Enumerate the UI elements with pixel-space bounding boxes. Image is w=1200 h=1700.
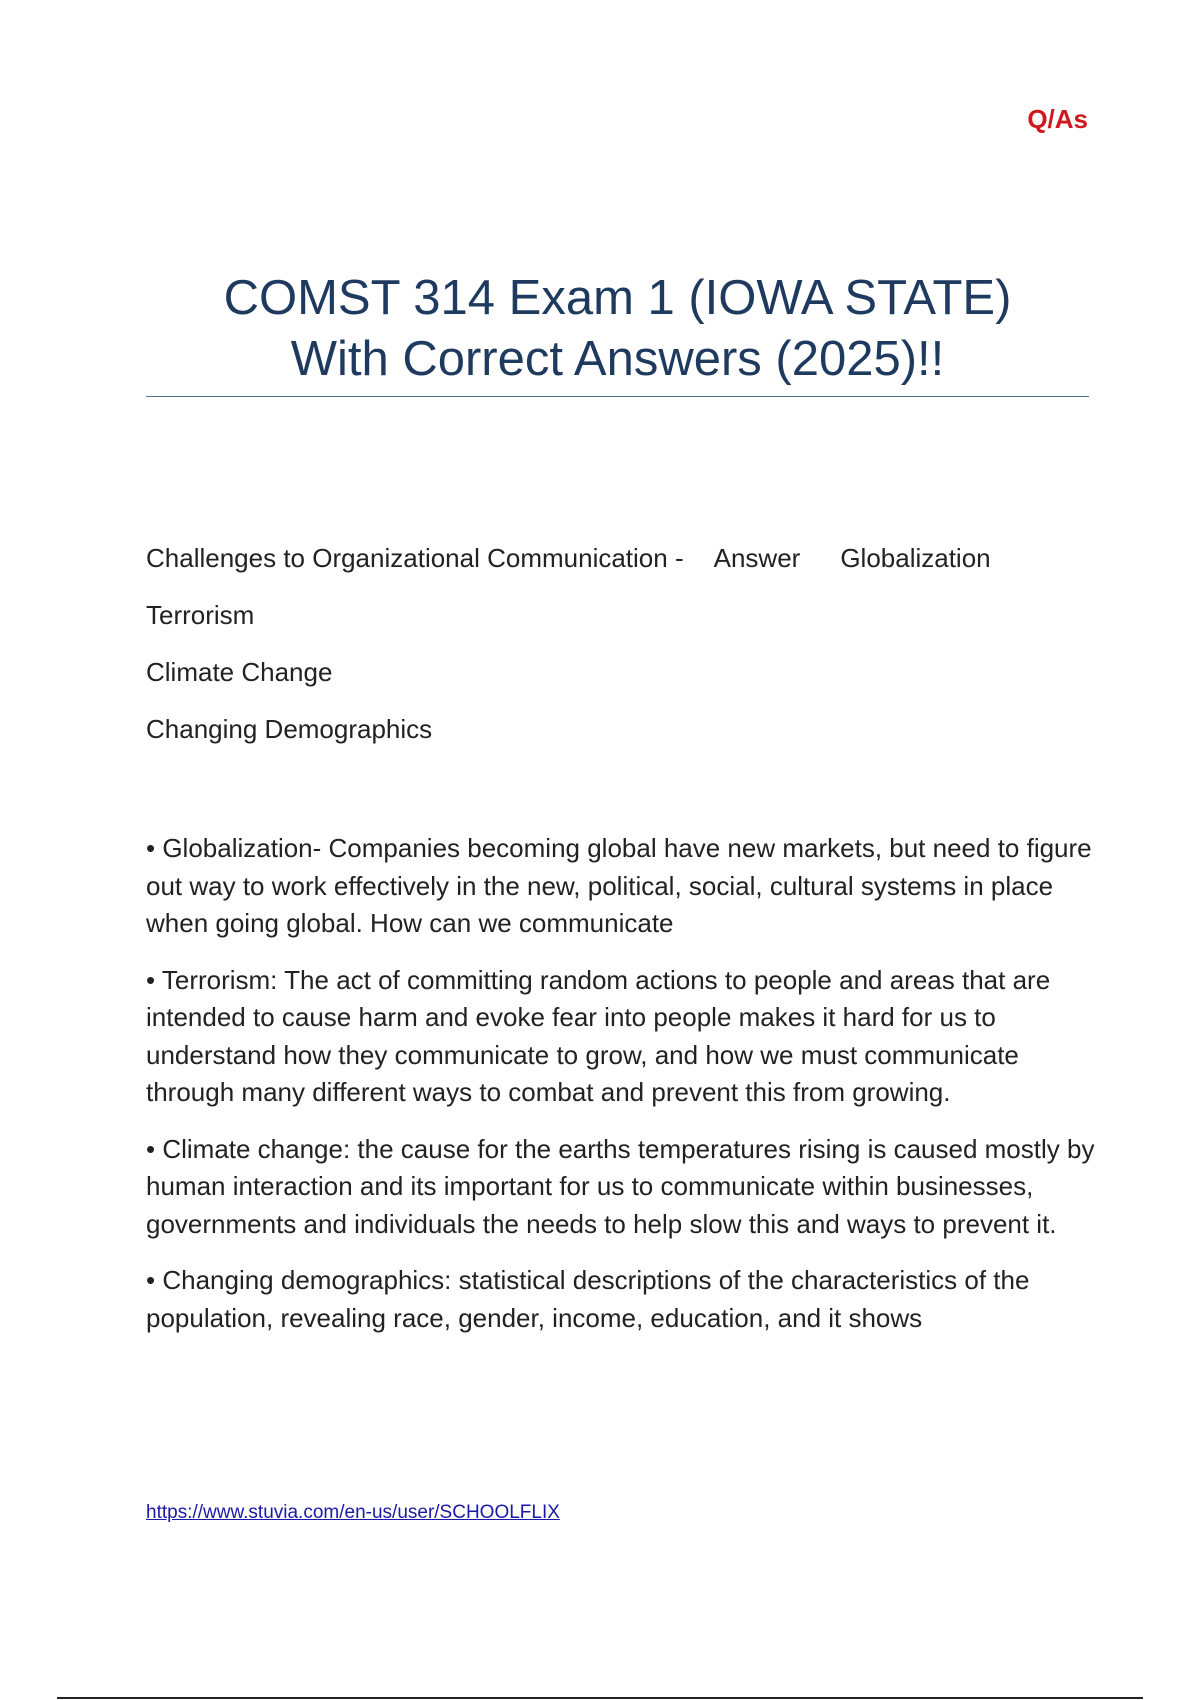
document-title [146,268,1089,390]
title-underline [146,396,1089,397]
explanation-paragraph: • Terrorism: The act of committing random actions to people and areas that are intended to cause harm and evoke fear into people makes it hard for us to understand how they communicate to grow, and how we must communicate through many different ways to combat and prevent this from growing. [146,964,1051,1107]
answer-item: Changing Demographics [146,714,433,744]
explanation-paragraph: • Climate change: the cause for the earths temperatures rising is caused mostly by human interaction and its important for us to communicate within businesses, governments and individuals the needs to help slow this and ways to prevent it. [146,1133,1095,1239]
footer-rule [57,1697,1143,1699]
question-line [146,542,1089,574]
qa-tag: Q/As [1027,104,1088,134]
title-line-1: COMST 314 Exam 1 (IOWA STATE) [223,271,1012,325]
answer-label: Answer [713,543,801,573]
title-line-2: With Correct Answers (2025)!! [290,332,945,386]
answer-item: Globalization [840,543,991,573]
explanation-list [146,830,1096,1356]
answer-item: Terrorism [146,600,255,630]
explanation-paragraph: • Globalization- Companies becoming global have new markets, but need to figure out way to work effectively in the new, political, social, cultural systems in place when going global. How can we communicate [146,833,1092,938]
question-text: Challenges to Organizational Communication - [146,543,684,573]
question-block [146,542,1089,745]
footer-link[interactable]: https://www.stuvia.com/en-us/user/SCHOOLFLIX [146,1502,560,1523]
explanation-paragraph: • Changing demographics: statistical descriptions of the characteristics of the population, revealing race, gender, income, education, and it shows [146,1265,1030,1333]
answer-item: Climate Change [146,657,333,687]
